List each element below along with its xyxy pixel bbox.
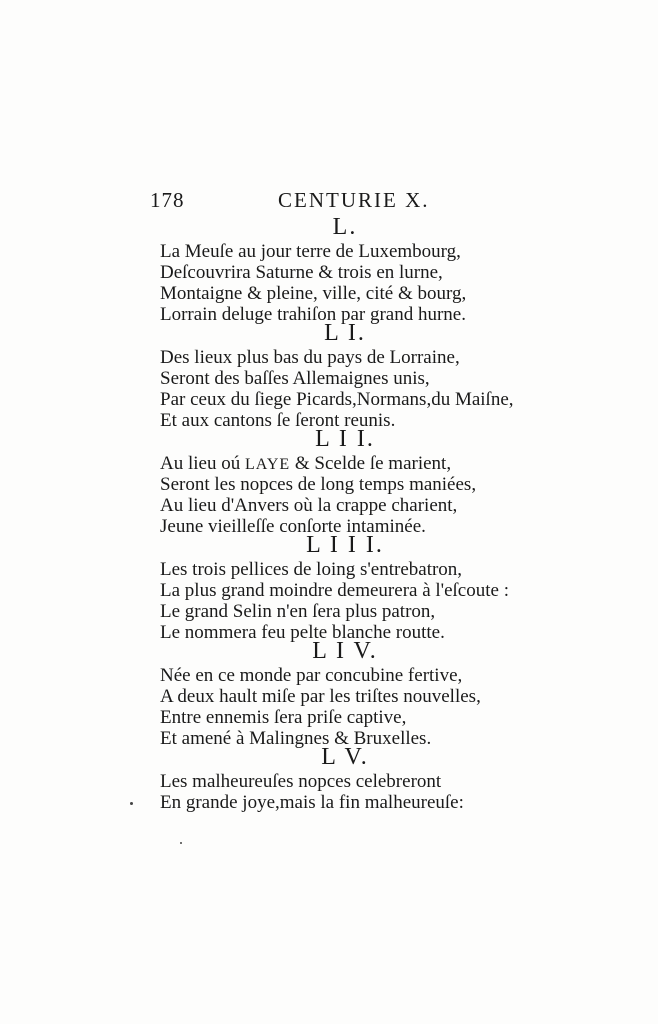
verse-line: Au lieu d'Anvers où la crappe charient, (160, 495, 458, 516)
verse-line: Le nommera feu pelte blanche routte. (160, 622, 445, 643)
print-speck (180, 842, 182, 844)
verse-line: La plus grand moindre demeurera à l'eſcoute : (160, 580, 509, 601)
print-speck (130, 802, 133, 805)
quatrain-number-53: L I I I. (306, 532, 384, 558)
running-head (150, 186, 520, 214)
verse-line: A deux hault miſe par les triſtes nouvelles, (160, 686, 481, 707)
quatrain-number-54: L I V. (312, 638, 378, 664)
quatrain-number-52: L I I. (315, 426, 375, 452)
verse-line: Jeune vieilleſſe conſorte intaminée. (160, 516, 426, 537)
verse-line: Les malheureuſes nopces celebreront (160, 771, 442, 792)
verse-text: & Scelde ſe marient, (294, 453, 452, 474)
page-number: 178 (150, 188, 185, 212)
verse-line: Seront les nopces de long temps maniées, (160, 474, 477, 495)
verse-line: Des lieux plus bas du pays de Lorraine, (160, 347, 460, 368)
verse-line: Et amené à Malingnes & Bruxelles. (160, 728, 432, 749)
quatrain-number-55: L V. (321, 744, 369, 770)
verse-line: Le grand Selin n'en ſera plus patron, (160, 601, 436, 622)
verse-line: Les trois pellices de loing s'entrebatron, (160, 559, 463, 580)
verse-line: Seront des baſſes Allemaignes unis, (160, 368, 430, 389)
verse-line: Lorrain deluge trahiſon par grand hurne. (160, 304, 466, 325)
quatrain-number-51: L I. (324, 320, 366, 346)
verse-line: Deſcouvrira Saturne & trois en lurne, (160, 262, 443, 283)
place-name-small-caps: LAYE (244, 456, 291, 473)
verse-line: Et aux cantons ſe ſeront reunis. (160, 410, 396, 431)
verse-text: Au lieu oú (160, 453, 241, 474)
running-title: CENTURIE X. (278, 188, 430, 212)
verse-line: En grande joye,mais la fin malheureuſe: (160, 792, 464, 813)
verse-line: La Meuſe au jour terre de Luxembourg, (160, 241, 461, 262)
verse-line: Par ceux du ſiege Picards,Normans,du Maiſne, (160, 389, 514, 410)
verse-line: Montaigne & pleine, ville, cité & bourg, (160, 283, 467, 304)
quatrain-number-50: L. (332, 214, 358, 240)
verse-line: Née en ce monde par concubine fertive, (160, 665, 463, 686)
verse-line: Entre ennemis ſera priſe captive, (160, 707, 407, 728)
